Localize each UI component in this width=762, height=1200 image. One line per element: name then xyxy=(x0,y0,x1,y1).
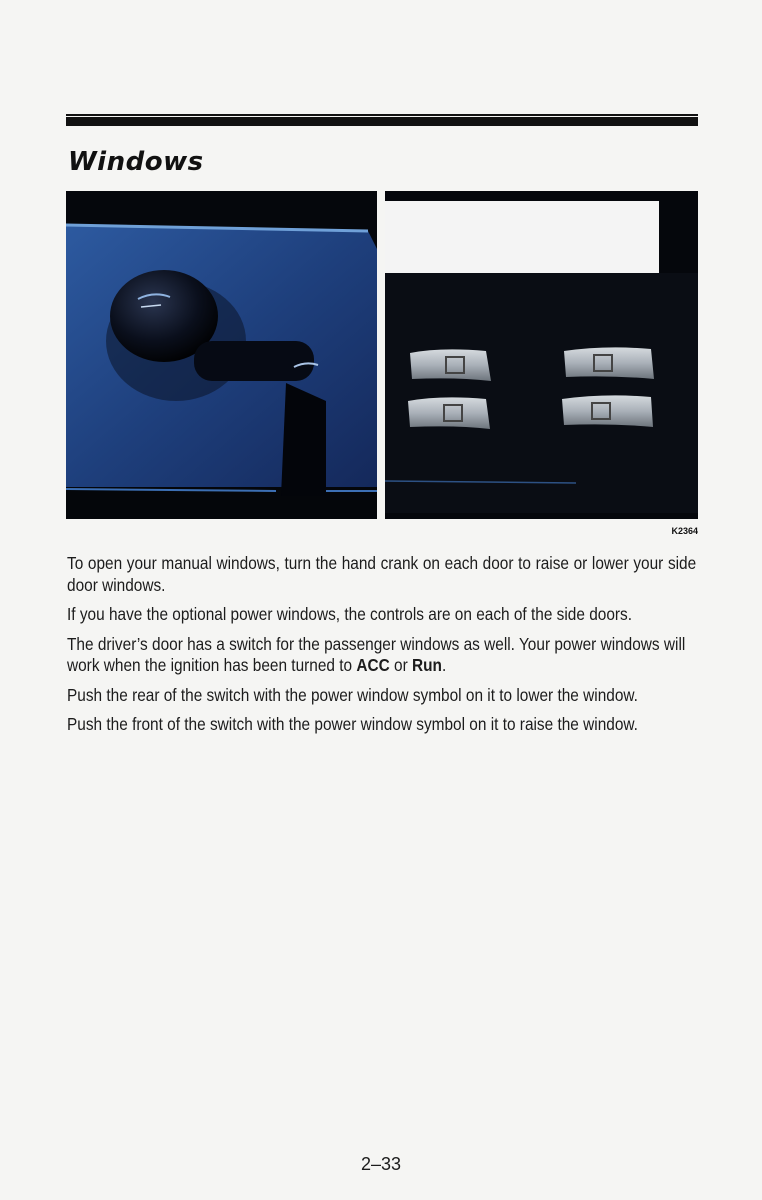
figure-divider xyxy=(377,191,385,519)
header-rule-thick xyxy=(66,117,698,126)
paragraph-manual-windows: To open your manual windows, turn the hand crank on each door to raise or lower your side door windows. xyxy=(67,553,697,595)
paragraph-optional-power: If you have the optional power windows, the controls are on each of the side doors. xyxy=(67,604,633,624)
page-number: 2–33 xyxy=(360,1154,402,1174)
section-title: Windows xyxy=(68,147,204,177)
paragraph-driver-switch xyxy=(67,634,696,677)
figure-illustration xyxy=(66,191,698,519)
figure-code: K2364 xyxy=(671,526,698,536)
paragraph-raise-window: Push the front of the switch with the power window symbol on it to raise the window. xyxy=(67,714,638,734)
paragraph-lower-window: Push the rear of the switch with the power window symbol on it to lower the window. xyxy=(67,684,638,705)
acc-label: ACC xyxy=(356,655,390,675)
period-text: . xyxy=(441,655,447,675)
paragraph-driver-switch-text: The driver’s door has a switch for the passenger windows as well. Your power windows will work when the ignition has been turned to xyxy=(67,633,686,675)
or-text: or xyxy=(389,655,413,675)
header-rule-thin xyxy=(66,114,698,116)
body-text xyxy=(67,553,697,744)
windows-figure xyxy=(66,191,698,519)
run-label: Run xyxy=(412,655,442,675)
